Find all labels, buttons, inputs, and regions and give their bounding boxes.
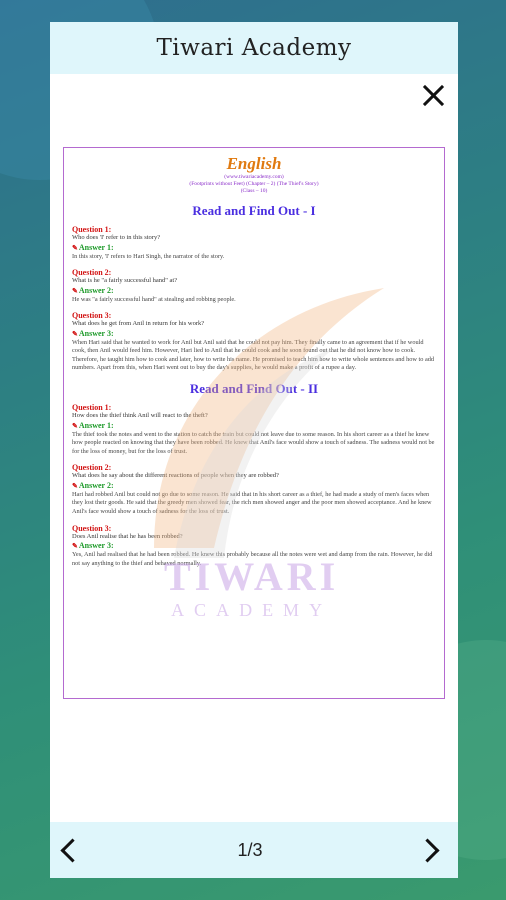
document-viewer-card (50, 22, 458, 878)
question-label: Question 3: (72, 311, 112, 321)
document-meta-1: (www.tiwariacademy.com) (224, 174, 284, 180)
answer-text: Yes, Anil had realised that he had been robbed. He knew this probably because all the notes were wet and damp from the rain. However, he did not say anything to the thief and behaved normally. (72, 551, 433, 567)
question-text: How does the thief think Anil will react to the theft? (72, 412, 208, 420)
answer-text: He was "a fairly successful hand" at stealing and robbing people. (72, 295, 236, 303)
answer-text: When Hari said that he wanted to work for Anil but Anil said that he could not pay him. They finally came to an agreement that if he would cook, then Anil would feed him. However, Hari lied to Anil that he could cook and he soon found out that he did not know how to cook. Therefore, he taught him how to cook and later, how to write his name. He promised to teach him how to write whole sentences and how to add numbers. Apart from this, when Hari went out to buy the day's supplies, he would make a profit of a rupee a day. (72, 338, 435, 372)
question-label: Question 3: (72, 523, 112, 533)
answer-text: In this story, 'I' refers to Hari Singh, the narrator of the story. (72, 252, 225, 260)
document-meta-3: (Class – 10) (240, 188, 268, 194)
chevron-right-icon[interactable] (415, 838, 439, 862)
answer-label: ✎ Answer 2: (72, 286, 436, 296)
answer-label: ✎ Answer 1: (72, 243, 436, 253)
question-text: What does he get from Anil in return for his work? (72, 320, 205, 328)
question-text: Who does 'I' refer to in this story? (72, 234, 161, 241)
question-label: Question 1: (72, 403, 112, 413)
page-indicator: 1/3 (237, 839, 263, 860)
document-subject: English (226, 154, 282, 173)
document-meta-2: (Footprints without Feet) (Chapter – 2) (The Thief's Story) (189, 181, 319, 187)
answer-text: The thief took the notes and went to the station to catch the train but could not leave due to some reason. In his short career as a thief he knew how people reacted on knowing that they have been robbed. He knew that Anil's face would show a touch of sadness. The sadness would not be for the loss of money, but for the loss of trust. (72, 430, 435, 455)
answer-label: ✎ Answer 3: (72, 329, 436, 339)
watermark-line1: TIWARI (164, 554, 340, 599)
close-icon[interactable] (422, 84, 444, 106)
section-heading: Read and Find Out - I (192, 203, 316, 218)
question-text: What does he say about the different reactions of people when they are robbed? (72, 472, 279, 480)
section-2 (72, 381, 436, 568)
section-heading: Read and Find Out - II (189, 381, 319, 397)
app-title: Tiwari Academy (156, 35, 352, 61)
document-page (63, 147, 445, 699)
answer-label: ✎ Answer 3: (72, 541, 436, 551)
section-1 (72, 203, 436, 373)
answer-label: ✎ Answer 1: (72, 421, 436, 431)
pager-bar (50, 822, 458, 878)
question-label: Question 2: (72, 268, 112, 278)
answer-label: ✎ Answer 2: (72, 481, 436, 491)
question-text: What is he "a fairly successful hand" at? (72, 277, 178, 285)
question-label: Question 2: (72, 463, 112, 473)
answer-text: Hari had robbed Anil but could not go due to some reason. He said that in his short career as a thief, he had made a study of men's faces when they lost their goods. He said that the greedy men showed fear, the rich men showed anger and the poor men showed acceptance. And he knew Anil's face would show a touch of sadness for the loss of trust. (72, 490, 432, 516)
question-text: Does Anil realise that he has been robbed? (72, 532, 183, 540)
title-bar (50, 22, 458, 74)
watermark-line2: ACADEMY (171, 600, 333, 620)
chevron-left-icon[interactable] (60, 838, 84, 862)
question-label: Question 1: (72, 225, 112, 234)
